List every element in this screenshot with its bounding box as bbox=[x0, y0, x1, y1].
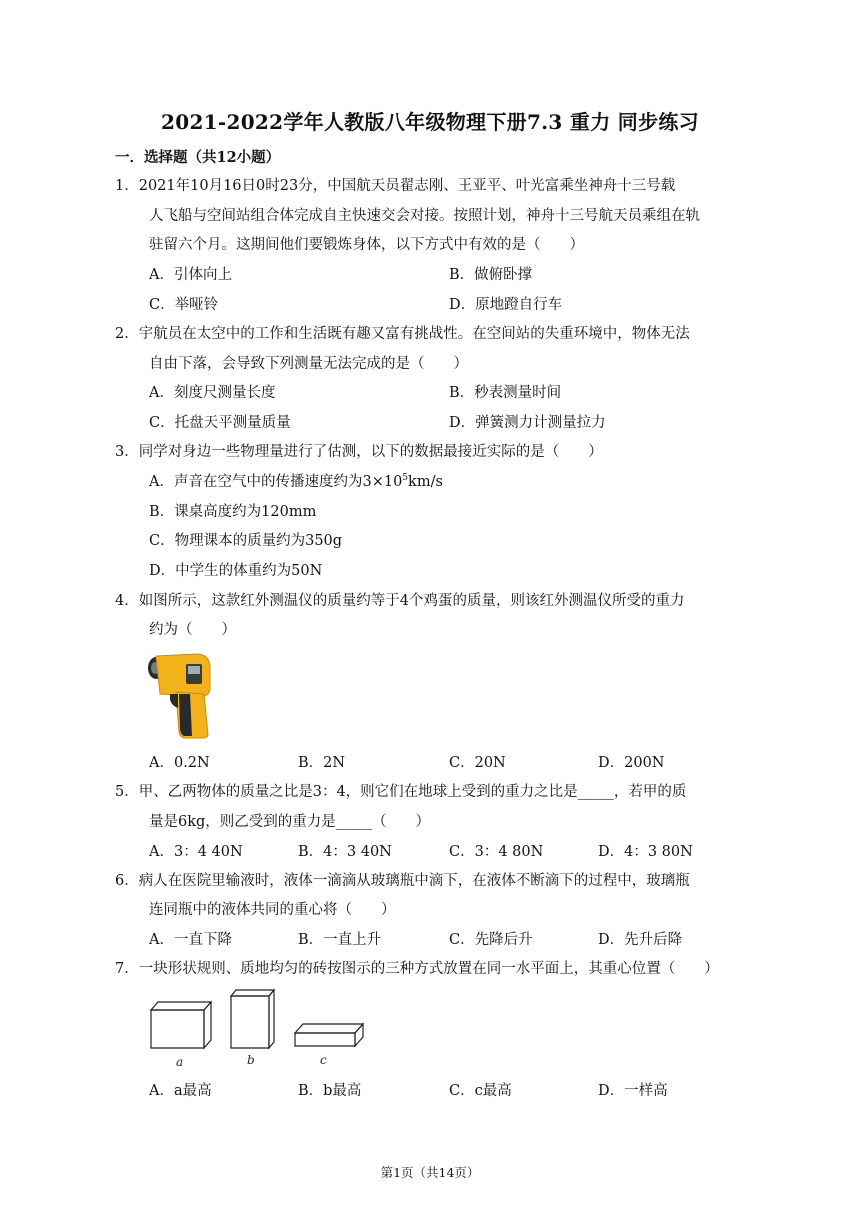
q3-option-a-unit: km/s bbox=[408, 474, 443, 490]
q1-option-a: A．引体向上 bbox=[149, 267, 232, 283]
q3-line-1: 3．同学对身边一些物理量进行了估测，以下的数据最接近实际的是（ ） bbox=[115, 444, 603, 460]
q1-option-d: D．原地蹬自行车 bbox=[449, 297, 563, 313]
q6-line-1: 6．病人在医院里输液时，液体一滴滴从玻璃瓶中滴下，在液体不断滴下的过程中，玻璃瓶 bbox=[115, 873, 690, 889]
q7-line-1: 7．一块形状规则、质地均匀的砖按图示的三种方式放置在同一水平面上，其重心位置（ ） bbox=[115, 961, 719, 977]
q5-line-2: 量是6kg，则乙受到的重力是_____（ ） bbox=[149, 814, 431, 830]
q7-option-d: D．一样高 bbox=[598, 1083, 668, 1099]
q2-option-c: C．托盘天平测量质量 bbox=[149, 415, 291, 431]
q6-option-c: C．先降后升 bbox=[449, 932, 533, 948]
q2-option-d: D．弹簧测力计测量拉力 bbox=[449, 415, 606, 431]
q6-option-d: D．先升后降 bbox=[598, 932, 683, 948]
q1-line-3: 驻留六个月。这期间他们要锻炼身体，以下方式中有效的是（ ） bbox=[149, 237, 584, 253]
brick-c-label: c bbox=[320, 1053, 327, 1067]
q3-option-a-text: A．声音在空气中的传播速度约为3×10 bbox=[149, 474, 403, 490]
q1-option-c: C．举哑铃 bbox=[149, 297, 219, 313]
q1-option-b: B．做俯卧撑 bbox=[449, 267, 533, 283]
q5-option-b: B．4：3 40N bbox=[298, 844, 392, 860]
q4-option-b: B．2N bbox=[298, 755, 346, 771]
q4-line-1: 4．如图所示，这款红外测温仪的质量约等于4个鸡蛋的质量，则该红外测温仪所受的重力 bbox=[115, 593, 685, 609]
q3-option-b: B．课桌高度约为120mm bbox=[149, 504, 317, 520]
q4-option-c: C．20N bbox=[449, 755, 506, 771]
q2-line-1: 2．宇航员在太空中的工作和生活既有趣又富有挑战性。在空间站的失重环境中，物体无法 bbox=[115, 326, 690, 342]
q3-option-d: D．中学生的体重约为50N bbox=[149, 563, 323, 579]
section-heading: 一．选择题（共12小题） bbox=[115, 149, 281, 166]
q7-option-c: C．c最高 bbox=[449, 1083, 512, 1099]
infrared-thermometer-image bbox=[146, 650, 214, 738]
brick-a-label: a bbox=[176, 1055, 184, 1069]
q6-option-b: B．一直上升 bbox=[298, 932, 382, 948]
q4-option-a: A．0.2N bbox=[149, 755, 210, 771]
q4-option-d: D．200N bbox=[598, 755, 665, 771]
q5-option-d: D．4：3 80N bbox=[598, 844, 693, 860]
q3-option-c: C．物理课本的质量约为350g bbox=[149, 533, 343, 549]
q1-line-1: 1．2021年10月16日0时23分，中国航天员翟志刚、王亚平、叶光富乘坐神舟十三号载 bbox=[115, 178, 676, 194]
brick-b-label: b bbox=[247, 1053, 255, 1067]
q6-option-a: A．一直下降 bbox=[149, 932, 232, 948]
q5-option-a: A．3：4 40N bbox=[149, 844, 243, 860]
q5-option-c: C．3：4 80N bbox=[449, 844, 544, 860]
q6-line-2: 连同瓶中的液体共同的重心将（ ） bbox=[149, 902, 396, 918]
q2-line-2: 自由下落，会导致下列测量无法完成的是（ ） bbox=[149, 356, 468, 372]
page-footer: 第1页（共14页） bbox=[380, 1165, 480, 1180]
q3-option-a bbox=[149, 472, 443, 492]
q2-option-a: A．刻度尺测量长度 bbox=[149, 385, 276, 401]
brick-figure bbox=[146, 988, 366, 1072]
q4-line-2: 约为（ ） bbox=[149, 622, 236, 638]
q7-option-b: B．b最高 bbox=[298, 1083, 362, 1099]
q7-option-a: A．a最高 bbox=[149, 1083, 212, 1099]
page-title: 2021-2022学年人教版八年级物理下册7.3 重力 同步练习 bbox=[161, 110, 699, 134]
q1-line-2: 人飞船与空间站组合体完成自主快速交会对接。按照计划，神舟十三号航天员乘组在轨 bbox=[149, 208, 700, 224]
q2-option-b: B．秒表测量时间 bbox=[449, 385, 562, 401]
q3-option-a-exponent: 5 bbox=[402, 473, 409, 484]
q5-line-1: 5．甲、乙两物体的质量之比是3：4，则它们在地球上受到的重力之比是_____，若甲的质 bbox=[115, 784, 687, 800]
